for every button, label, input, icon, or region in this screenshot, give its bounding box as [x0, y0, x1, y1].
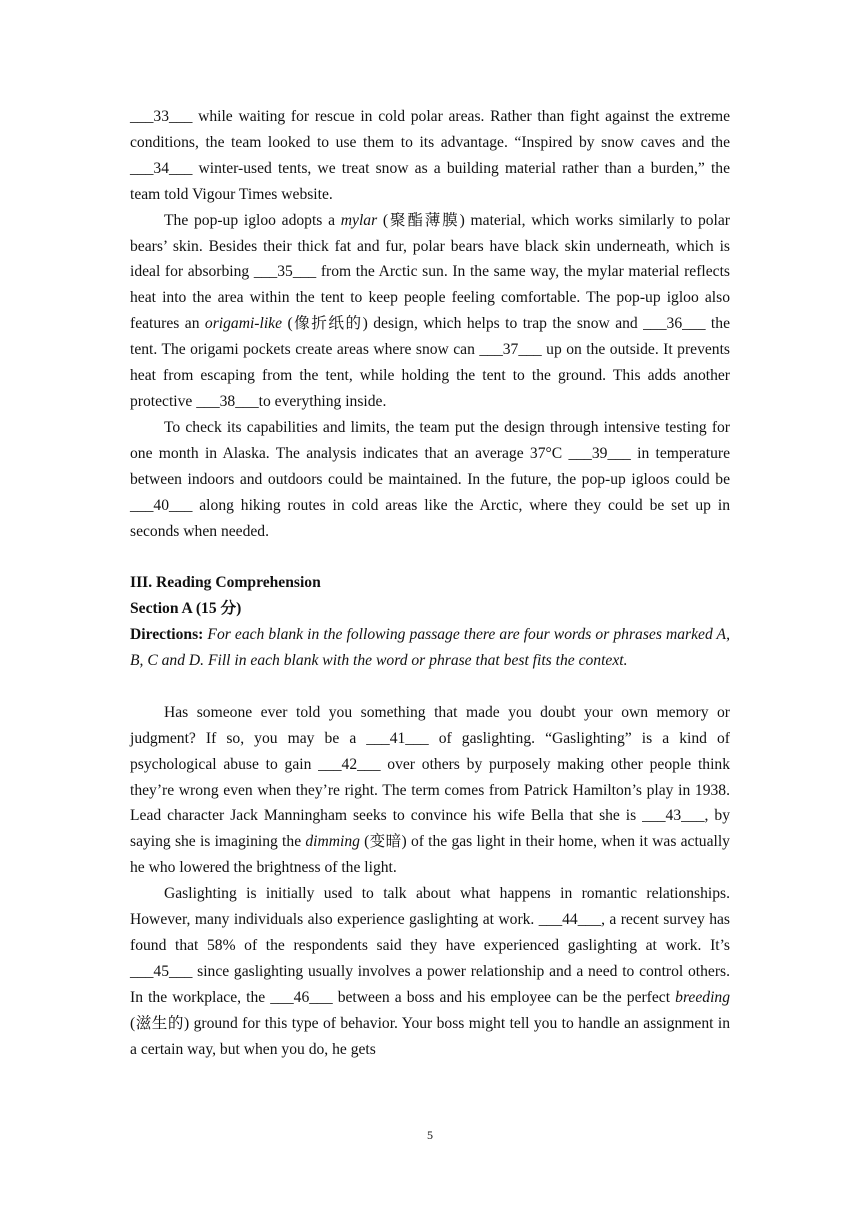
passage1-paragraph-2: The pop-up igloo adopts a mylar (聚酯薄膜) material, which works similarly to polar bears’ skin. Besides their thick fat and fur, polar bears have black skin underneath, which is ideal for absorbing ___35___ from the Arctic sun. In the same way, the mylar material reflects heat into the area within the tent to keep people feeling comfortable. The pop-up igloo also features an origami-like (像折纸的) design, which helps to trap the snow and ___36___ the tent. The origami pockets create areas where snow can ___37___ up on the outside. It prevents heat from escaping from the tent, while holding the tent to the ground. This adds another protective ___38___to everything inside.	[130, 211, 730, 410]
directions-label: Directions:	[130, 626, 204, 644]
term-mylar: mylar	[340, 211, 378, 229]
section-heading: III. Reading Comprehension	[130, 574, 321, 592]
directions-text: For each blank in the following passage there are four words or phrases marked A, B, C and D. Fill in each blank with the word or phrase that best fits the context.	[130, 626, 730, 670]
spacer	[130, 674, 730, 700]
passage1-paragraph-1: ___33___ while waiting for rescue in cold polar areas. Rather than fight against the extreme conditions, the team looked to use them to its advantage. “Inspired by snow caves and the ___34___ winter-used tents, we treat snow as a building material rather than a burden,” the team told Vigour Times website.	[130, 108, 730, 203]
spacer	[130, 544, 730, 570]
passage2-paragraph-1: Has someone ever told you something that made you doubt your own memory or judgment? If so, you may be a ___41___ of gaslighting. “Gaslighting” is a kind of psychological abuse to gain ___42___ over others by purposely making other people think they’re wrong even when they’re right. The term comes from Patrick Hamilton’s play in 1938. Lead character Jack Manningham seeks to convince his wife Bella that she is ___43___, by saying she is imagining the dimming (变暗) of the gas light in their home, when it was actually he who lowered the brightness of the light.	[130, 703, 730, 877]
document-body	[130, 104, 730, 1063]
page-number: 5	[427, 1128, 433, 1142]
passage1-paragraph-3: To check its capabilities and limits, the team put the design through intensive testing for one month in Alaska. The analysis indicates that an average 37°C ___39___ in temperature between indoors and outdoors could be maintained. In the future, the pop-up igloos could be ___40___ along hiking routes in cold areas like the Arctic, where they could be set up in seconds when needed.	[130, 418, 730, 540]
section-subheading: Section A (15 分)	[130, 600, 242, 618]
term-origami-like: origami-like	[204, 315, 283, 333]
term-dimming: dimming	[305, 833, 360, 851]
directions	[130, 622, 730, 674]
passage2-paragraph-2: Gaslighting is initially used to talk about what happens in romantic relationships. However, many individuals also experience gaslighting at work. ___44___, a recent survey has found that 58% of the respondents said they have experienced gaslighting at work. It’s ___45___ since gaslighting usually involves a power relationship and a need to control others. In the workplace, the ___46___ between a boss and his employee can be the perfect breeding (滋生的) ground for this type of behavior. Your boss might tell you to handle an assignment in a certain way, but when you do, he gets	[130, 885, 730, 1058]
term-breeding: breeding	[675, 988, 730, 1006]
